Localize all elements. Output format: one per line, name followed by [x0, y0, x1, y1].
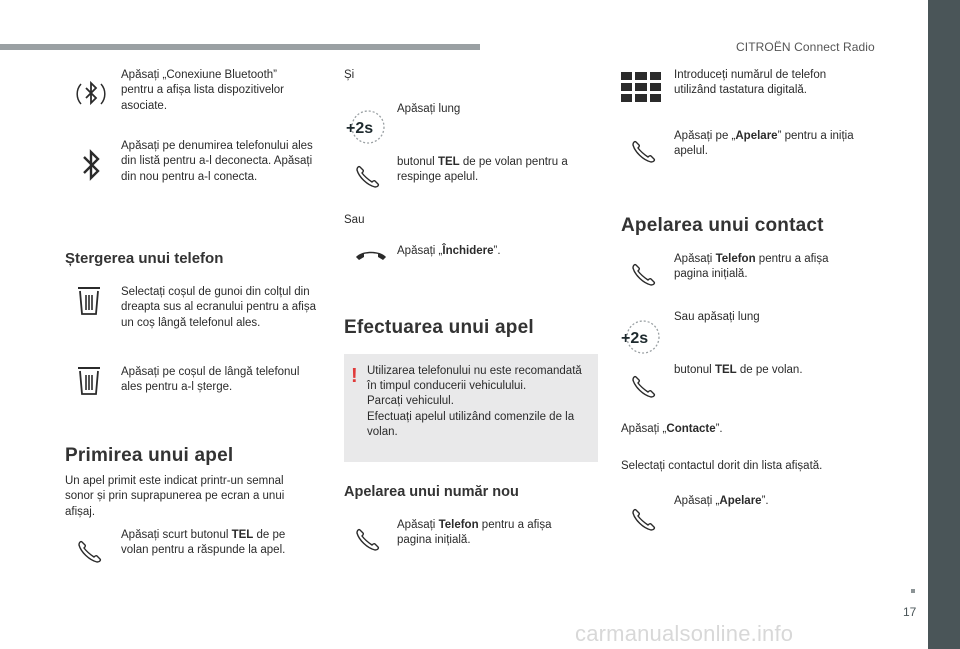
page-number: 17	[903, 605, 917, 619]
contact-text-1: Apăsați Telefon pentru a afișa pagina inițială.	[674, 253, 829, 281]
note-line-1: Utilizarea telefonului nu este recomandată	[367, 365, 582, 377]
new-number-heading: Apelarea unui număr nou	[344, 484, 519, 500]
handset-icon	[630, 495, 658, 533]
note-line-4: Efectuați apelul utilizând comenzile de la	[367, 411, 575, 423]
keypad-text: Introduceți numărul de telefon utilizând tastatura digitală.	[674, 69, 827, 97]
contacts-text: Apăsați „Contacte”.	[621, 423, 723, 435]
running-header: CITROËN Connect Radio	[736, 40, 875, 54]
receive-intro: Un apel primit este indicat printr-un semnal sonor și prin suprapunerea pe ecran a unui afișaj.	[65, 475, 285, 518]
or-longpress-text: Sau apăsați lung	[674, 311, 760, 323]
handset-icon	[630, 250, 658, 288]
handset-icon	[76, 527, 104, 565]
note-line-5: volan.	[367, 426, 398, 438]
reject-text: butonul TEL de pe volan pentru a respinge apelul.	[397, 156, 568, 184]
trash-icon	[76, 286, 102, 316]
dial-text: Apăsați pe „Apelare” pentru a iniția apelul.	[674, 130, 854, 158]
tel-wheel-text: butonul TEL de pe volan.	[674, 364, 803, 376]
hangup-icon	[354, 248, 388, 262]
handset-icon	[630, 127, 658, 165]
delete-text-2: Apăsați pe coșul de lângă telefonul ales pentru a-l șterge.	[121, 366, 300, 394]
trash-icon	[76, 366, 102, 396]
handset-icon	[630, 362, 658, 400]
bluetooth-text-2: Apăsați pe denumirea telefonului ales din listă pentru a-l deconecta. Apăsați din nou pentru a-l conecta.	[121, 140, 313, 183]
watermark: carmanualsonline.info	[575, 621, 794, 646]
delete-phone-heading: Ștergerea unui telefon	[65, 250, 224, 267]
top-rule	[0, 44, 480, 50]
handset-icon	[354, 515, 382, 553]
bluetooth-list-icon	[73, 74, 109, 114]
or-text: Sau	[344, 214, 365, 226]
two-seconds-label: +2s	[346, 120, 374, 137]
two-seconds-label: +2s	[621, 330, 649, 347]
delete-text-1: Selectați coșul de gunoi din colțul din dreapta sus al ecranului pentru a afișa un coș lângă telefonul ales.	[121, 286, 316, 329]
and-text: Și	[344, 69, 355, 81]
bluetooth-icon	[78, 148, 104, 182]
note-line-2: în timpul conducerii vehiculului.	[367, 380, 527, 392]
continued-marker	[911, 589, 915, 593]
note-line-3: Parcați vehiculul.	[367, 395, 454, 407]
call-contact-heading: Apelarea unui contact	[621, 215, 824, 236]
two-seconds-icon	[619, 316, 661, 356]
keypad-icon	[621, 72, 661, 102]
hangup-text: Apăsați „Închidere”.	[397, 245, 501, 257]
longpress-text: Apăsați lung	[397, 103, 461, 115]
alert-icon: !	[351, 365, 358, 387]
make-call-heading: Efectuarea unui apel	[344, 317, 534, 338]
handset-icon	[354, 152, 382, 190]
two-seconds-icon	[344, 106, 386, 146]
bluetooth-text-1: Apăsați „Conexiune Bluetooth” pentru a afișa lista dispozitivelor asociate.	[121, 69, 284, 112]
select-contact-text: Selectați contactul dorit din lista afișată.	[621, 460, 823, 472]
call-contact-text: Apăsați „Apelare”.	[674, 495, 769, 507]
answer-text: Apăsați scurt butonul TEL de pe volan pentru a răspunde la apel.	[121, 529, 286, 557]
new-number-text: Apăsați Telefon pentru a afișa pagina inițială.	[397, 519, 552, 547]
receive-call-heading: Primirea unui apel	[65, 445, 234, 466]
side-band	[928, 0, 960, 649]
